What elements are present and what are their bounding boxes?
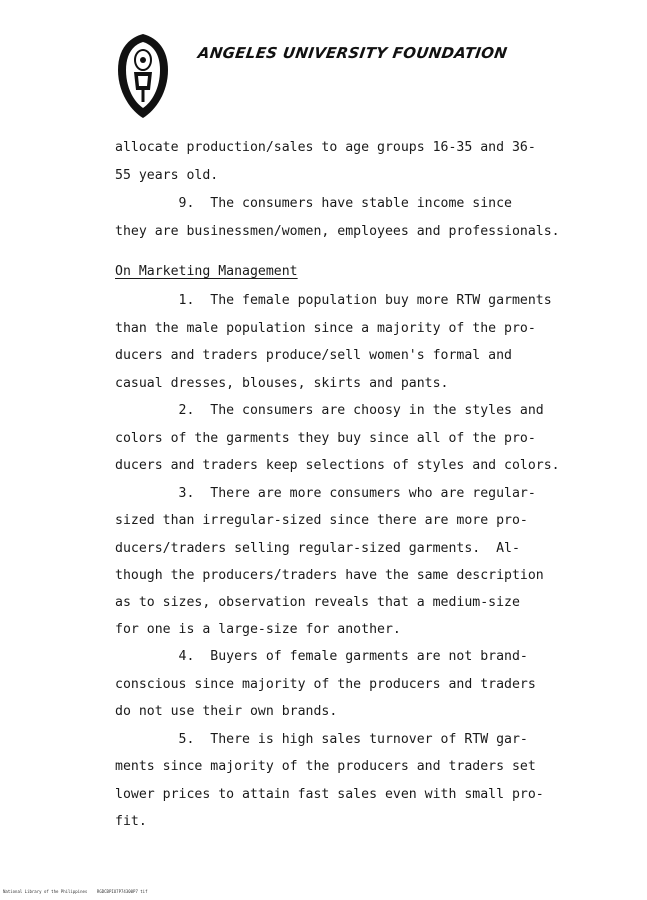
organization-name: ANGELES UNIVERSITY FOUNDATION (196, 44, 509, 62)
letterhead (114, 32, 594, 122)
text-line: 2. The consumers are choosy in the styles and (115, 403, 544, 418)
text-line: fit. (115, 814, 147, 829)
scan-footer: National Library of the Philippines RGDCBPIU7P74300P7 tif (3, 889, 148, 894)
text-line: ducers and traders keep selections of styles and colors. (115, 458, 560, 473)
section-heading: On Marketing Management (115, 264, 298, 279)
text-line: 55 years old. (115, 168, 219, 183)
text-line: lower prices to attain fast sales even with small pro- (115, 787, 544, 802)
text-line: though the producers/traders have the same description (115, 568, 544, 583)
text-line: ments since majority of the producers and traders set (115, 759, 536, 774)
text-line: 5. There is high sales turnover of RTW gar- (115, 732, 528, 747)
text-line: do not use their own brands. (115, 704, 338, 719)
text-line: than the male population since a majority of the pro- (115, 321, 536, 336)
text-line: 9. The consumers have stable income since (115, 196, 512, 211)
text-line: ducers/traders selling regular-sized garments. Al- (115, 541, 520, 556)
text-line: ducers and traders produce/sell women's formal and (115, 348, 512, 363)
text-line: 3. There are more consumers who are regular- (115, 486, 536, 501)
text-line: 4. Buyers of female garments are not brand- (115, 649, 528, 664)
text-line: casual dresses, blouses, skirts and pants. (115, 376, 449, 391)
text-line: conscious since majority of the producers and traders (115, 677, 536, 692)
text-line: colors of the garments they buy since all of the pro- (115, 431, 536, 446)
university-seal-icon (114, 32, 172, 120)
text-line: 1. The female population buy more RTW garments (115, 293, 552, 308)
text-line: allocate production/sales to age groups 16-35 and 36- (115, 140, 536, 155)
text-line: for one is a large-size for another. (115, 622, 401, 637)
text-line: they are businessmen/women, employees and professionals. (115, 224, 560, 239)
text-line: as to sizes, observation reveals that a medium-size (115, 595, 520, 610)
text-line: sized than irregular-sized since there are more pro- (115, 513, 528, 528)
